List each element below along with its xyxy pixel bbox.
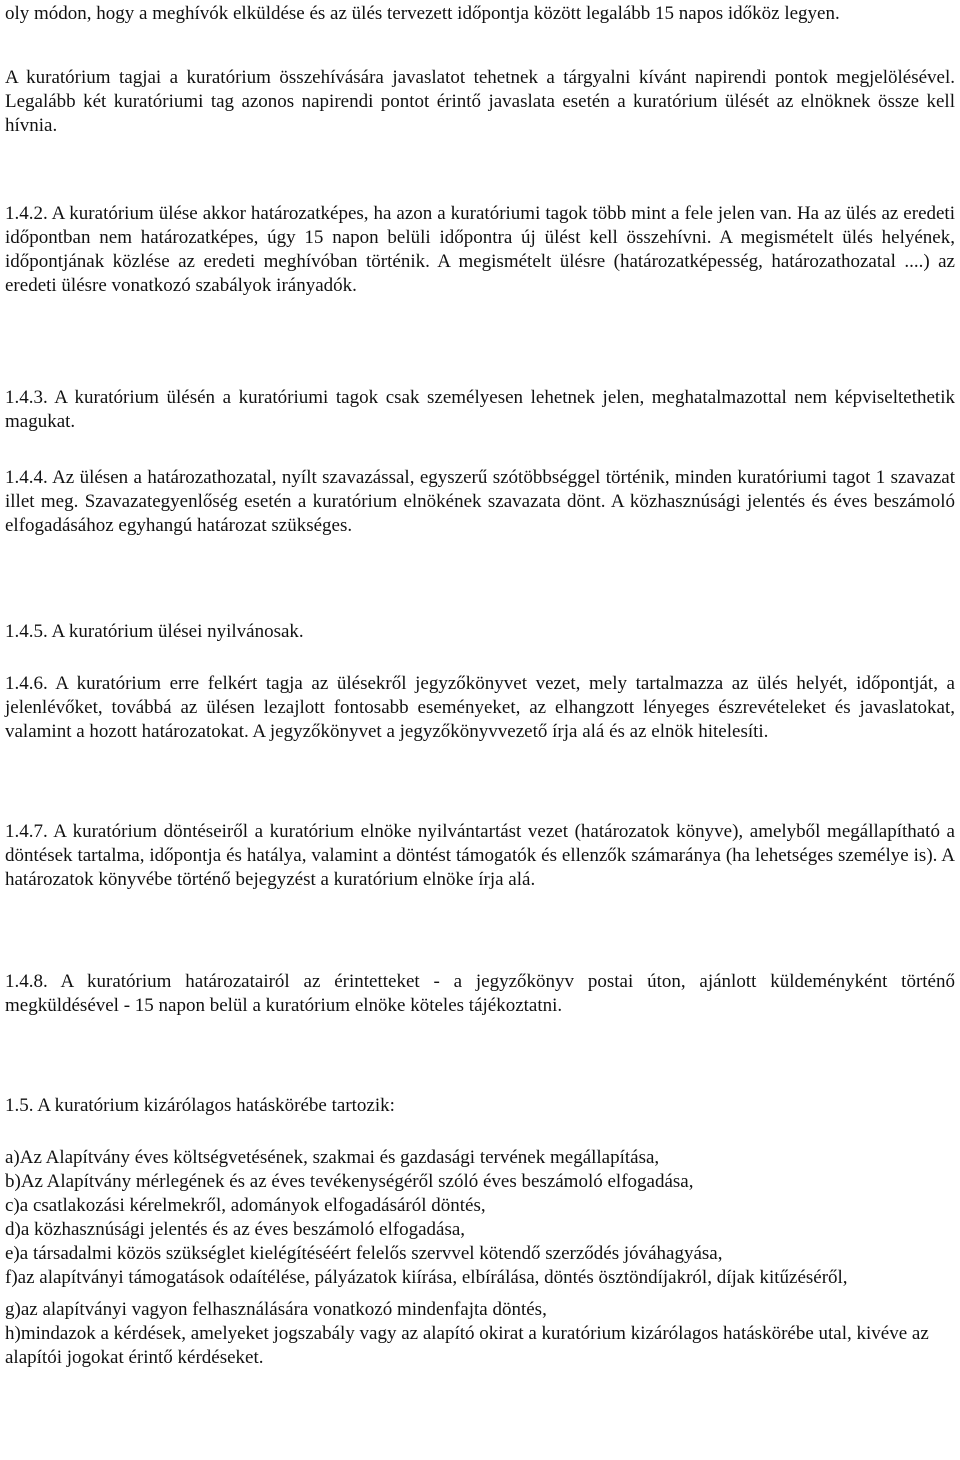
paragraph-1-4-2-quorum: 1.4.2. A kuratórium ülése akkor határozatképes, ha azon a kuratóriumi tagok több mint a fele jelen van. Ha az ülés az eredeti időpontban nem határozatképes, úgy 15 napon belüli időpontra új ülést kell összehívni. A megismételt ülés helyének, időpontjának közlése az eredeti meghívóban történik. A megismételt ülésre (határozatképesség, határozathozatal ....) az eredeti ülésre vonatkozó szabályok irányadók. <box>5 203 955 296</box>
list-item: c)a csatlakozási kérelmekről, adományok elfogadásáról döntés, <box>5 1195 486 1216</box>
competence-list <box>5 1146 955 1370</box>
paragraph-1-4-4-voting: 1.4.4. Az ülésen a határozathozatal, nyílt szavazással, egyszerű szótöbbséggel történik, minden kuratóriumi tagot 1 szavazat illet meg. Szavazategyenlőség esetén a kuratórium elnökének szavazata dönt. A közhasznúsági jelentés és éves beszámoló elfogadásához egyhangú határozat szükséges. <box>5 467 955 536</box>
paragraph-invitation-period: oly módon, hogy a meghívók elküldése és az ülés tervezett időpontja között legalább 15 napos időköz legyen. <box>5 3 840 24</box>
list-item: a)Az Alapítvány éves költségvetésének, szakmai és gazdasági tervének megállapítása, <box>5 1147 660 1168</box>
list-item: f)az alapítványi támogatások odaítélése, pályázatok kiírása, elbírálása, döntés ösztöndíjakról, díjak kitűzéséről, <box>5 1267 848 1288</box>
list-item: b)Az Alapítvány mérlegének és az éves tevékenységéről szóló éves beszámoló elfogadása, <box>5 1171 694 1192</box>
list-item: e)a társadalmi közös szükséglet kielégítéséért felelős szervvel kötendő szerződés jóváhagyása, <box>5 1243 723 1264</box>
paragraph-1-5-exclusive-competence: 1.5. A kuratórium kizárólagos hatáskörébe tartozik: <box>5 1095 395 1116</box>
paragraph-1-4-3-attendance: 1.4.3. A kuratórium ülésén a kuratóriumi tagok csak személyesen lehetnek jelen, meghatalmazottal nem képviseltethetik magukat. <box>5 387 955 432</box>
paragraph-1-4-7-decisions-book: 1.4.7. A kuratórium döntéseiről a kuratórium elnöke nyilvántartást vezet (határozatok könyve), amelyből megállapítható a döntések tartalma, időpontja és hatálya, valamint a döntést támogatók és ellenzők számaránya (ha lehetséges személye is). A határozatok könyvébe történő bejegyzést a kuratórium elnöke írja alá. <box>5 821 955 890</box>
paragraph-1-4-6-minutes: 1.4.6. A kuratórium erre felkért tagja az ülésekről jegyzőkönyvet vezet, mely tartalmazza az ülés helyét, időpontját, a jelenlévőket, továbbá az ülésen lezajlott fontosabb eseményeket, az elhangzott lényeges észrevételeket és javaslatokat, valamint a hozott határozatokat. A jegyzőkönyvet a jegyzőkönyvvezető írja alá és az elnök hitelesíti. <box>5 673 955 742</box>
paragraph-1-4-5-public: 1.4.5. A kuratórium ülései nyilvánosak. <box>5 621 304 642</box>
list-item: d)a közhasznúsági jelentés és az éves beszámoló elfogadása, <box>5 1219 466 1240</box>
list-item: g)az alapítványi vagyon felhasználására vonatkozó mindenfajta döntés, <box>5 1299 547 1320</box>
list-item: h)mindazok a kérdések, amelyeket jogszabály vagy az alapító okirat a kuratórium kizárólagos hatáskörébe utal, kivéve az alapítói jogokat érintő kérdéseket. <box>5 1323 929 1368</box>
paragraph-agenda-proposals: A kuratórium tagjai a kuratórium összehívására javaslatot tehetnek a tárgyalni kívánt napirendi pontok megjelölésével. Legalább két kuratóriumi tag azonos napirendi pontot érintő javaslata esetén a kuratórium ülését az elnöknek össze kell hívnia. <box>5 67 955 136</box>
paragraph-1-4-8-notification: 1.4.8. A kuratórium határozatairól az érintetteket - a jegyzőkönyv postai úton, ajánlott küldeményként történő megküldésével - 15 napon belül a kuratórium elnöke köteles tájékoztatni. <box>5 971 955 1016</box>
